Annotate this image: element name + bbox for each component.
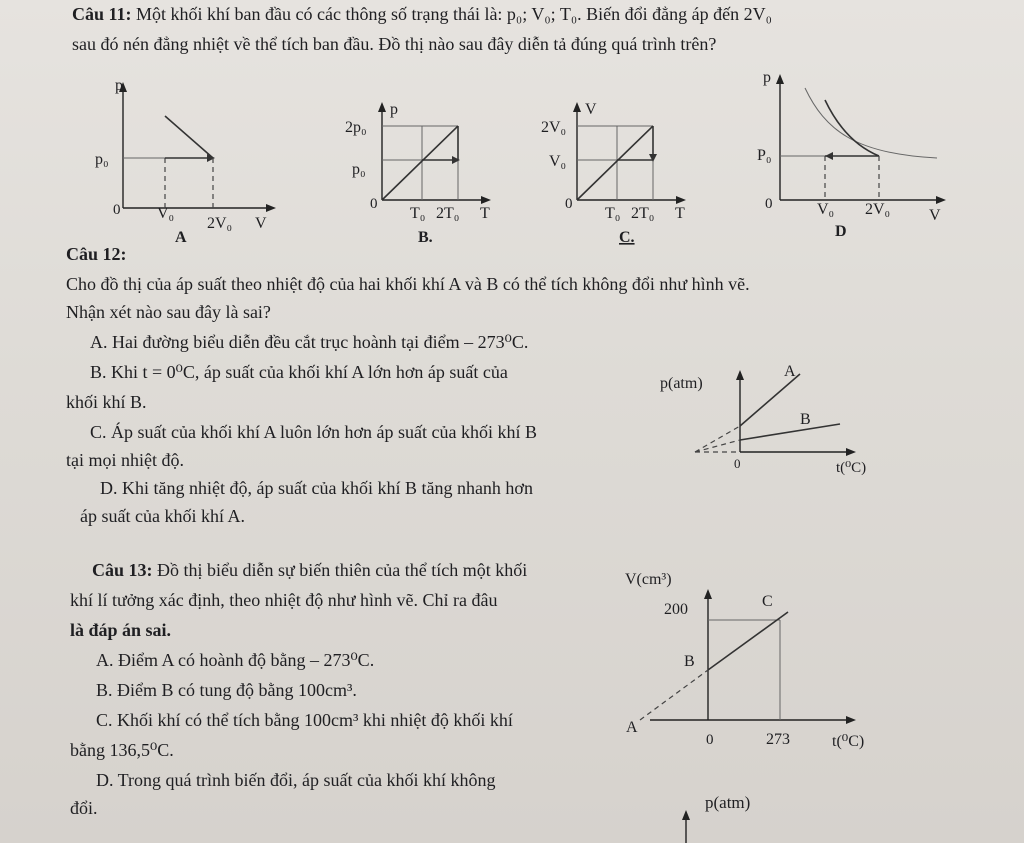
- q13-option-a: A. Điểm A có hoành độ bằng – 273⁰C.: [96, 650, 375, 670]
- graph-c-y-axis: V: [585, 101, 597, 118]
- graph-b-x-axis: T: [480, 205, 490, 222]
- q13-option-b: B. Điểm B có tung độ bằng 100cm³.: [96, 680, 357, 700]
- graph-d-y-tick: P₀: [757, 147, 772, 164]
- graph-a-x-tick-2: 2V₀: [207, 215, 233, 232]
- graph-a-y-axis: p: [115, 77, 123, 94]
- graph-q12: [660, 362, 890, 487]
- graph-q12-x-axis: t(⁰C): [836, 460, 867, 476]
- graph-b-y-tick-1: 2p₀: [345, 119, 367, 136]
- graph-q13-x-tick: 273: [766, 731, 790, 748]
- graph-b: [340, 100, 500, 245]
- q13-option-c1: C. Khối khí có thể tích bằng 100cm³ khi nhiệt độ khối khí: [96, 710, 513, 730]
- graph-b-y-axis: p: [390, 101, 398, 118]
- q12-option-c1: C. Áp suất của khối khí A luôn lớn hơn áp suất của khối khí B: [90, 422, 538, 442]
- q13-line1: Câu 13: Đồ thị biểu diễn sự biến thiên của thể tích một khối: [92, 560, 528, 580]
- graph-d-origin: 0: [765, 196, 773, 212]
- graph-b-x-tick-1: T₀: [410, 205, 426, 222]
- graph-c-x-tick-1: T₀: [605, 205, 621, 222]
- q12-intro1: Cho đồ thị của áp suất theo nhiệt độ của hai khối khí A và B có thể tích không đổi như hình vẽ.: [66, 274, 750, 294]
- graph-q13-x-axis: t(⁰C): [832, 733, 865, 750]
- graph-b-x-tick-2: 2T₀: [436, 205, 460, 222]
- q12-option-b2: khối khí B.: [66, 392, 147, 412]
- q13-option-c2: bằng 136,5⁰C.: [70, 740, 174, 760]
- graph-c-y-tick-2: V₀: [549, 153, 567, 170]
- q13-option-d2: đổi.: [70, 798, 98, 818]
- graph-q13-y-tick: 200: [664, 601, 688, 618]
- q11-line1: Câu 11: Một khối khí ban đầu có các thông số trạng thái là: p₀; V₀; T₀. Biến đổi đẳng áp đến 2V₀: [72, 4, 772, 24]
- graph-a-x-axis: V: [255, 215, 267, 232]
- q12-intro2: Nhận xét nào sau đây là sai?: [66, 302, 271, 322]
- q13-label: Câu 13:: [92, 560, 153, 580]
- q12-option-a: A. Hai đường biểu diễn đều cắt trục hoành tại điểm – 273⁰C.: [90, 332, 529, 352]
- graph-a: [95, 78, 280, 248]
- q11-line2: sau đó nén đẳng nhiệt về thể tích ban đầu. Đồ thị nào sau đây diễn tả đúng quá trình trên?: [72, 34, 717, 54]
- graph-c-x-tick-2: 2T₀: [631, 205, 655, 222]
- graph-c-origin: 0: [565, 196, 573, 212]
- q11-label: Câu 11:: [72, 4, 132, 24]
- graph-c: [535, 100, 695, 245]
- q12-option-c2: tại mọi nhiệt độ.: [66, 450, 184, 470]
- graph-q13-y-axis: V(cm³): [625, 571, 672, 588]
- graph-d: [755, 70, 950, 245]
- q12-option-d1: D. Khi tăng nhiệt độ, áp suất của khối khí B tăng nhanh hơn: [100, 478, 533, 498]
- graph-b-caption: B.: [418, 229, 433, 246]
- graph-q12-origin: 0: [734, 456, 741, 471]
- q13-line2: khí lí tưởng xác định, theo nhiệt độ như hình vẽ. Chỉ ra đâu: [70, 590, 498, 610]
- graph-a-caption: A: [175, 229, 187, 246]
- q13-line3: là đáp án sai.: [70, 620, 172, 640]
- graph-a-x-tick-1: V₀: [157, 205, 175, 222]
- graph-c-x-axis: T: [675, 205, 685, 222]
- graph-d-x-tick-2: 2V₀: [865, 201, 891, 218]
- graph-c-caption: C.: [619, 229, 635, 246]
- graph-d-x-axis: V: [929, 207, 941, 224]
- graph-c-y-tick-1: 2V₀: [541, 119, 567, 136]
- graph-d-x-tick-1: V₀: [817, 201, 835, 218]
- next-graph-y-axis: p(atm): [705, 793, 751, 812]
- graph-a-origin: 0: [113, 202, 121, 218]
- q12-label: Câu 12:: [66, 244, 127, 264]
- q13-option-d1: D. Trong quá trình biến đổi, áp suất của khối khí không: [96, 770, 496, 790]
- graph-b-y-tick-2: p₀: [352, 161, 366, 178]
- graph-b-origin: 0: [370, 196, 378, 212]
- graph-q13-origin: 0: [706, 732, 714, 748]
- graph-q13: [620, 560, 890, 760]
- graph-q13-point-a: A: [626, 719, 638, 736]
- graph-q13-point-c: C: [762, 593, 773, 610]
- graph-q12-line-b: B: [800, 411, 811, 428]
- graph-q12-line-a: A: [784, 363, 796, 380]
- next-graph-axis: [676, 808, 696, 843]
- graph-q13-point-b: B: [684, 653, 695, 670]
- q12-option-b1: B. Khi t = 0⁰C, áp suất của khối khí A lớn hơn áp suất của: [90, 362, 508, 382]
- q12-option-d2: áp suất của khối khí A.: [80, 506, 245, 526]
- graph-d-y-axis: p: [763, 69, 771, 86]
- graph-d-caption: D: [835, 223, 847, 240]
- graph-q12-y-axis: p(atm): [660, 375, 703, 392]
- graph-a-y-tick: p₀: [95, 151, 109, 168]
